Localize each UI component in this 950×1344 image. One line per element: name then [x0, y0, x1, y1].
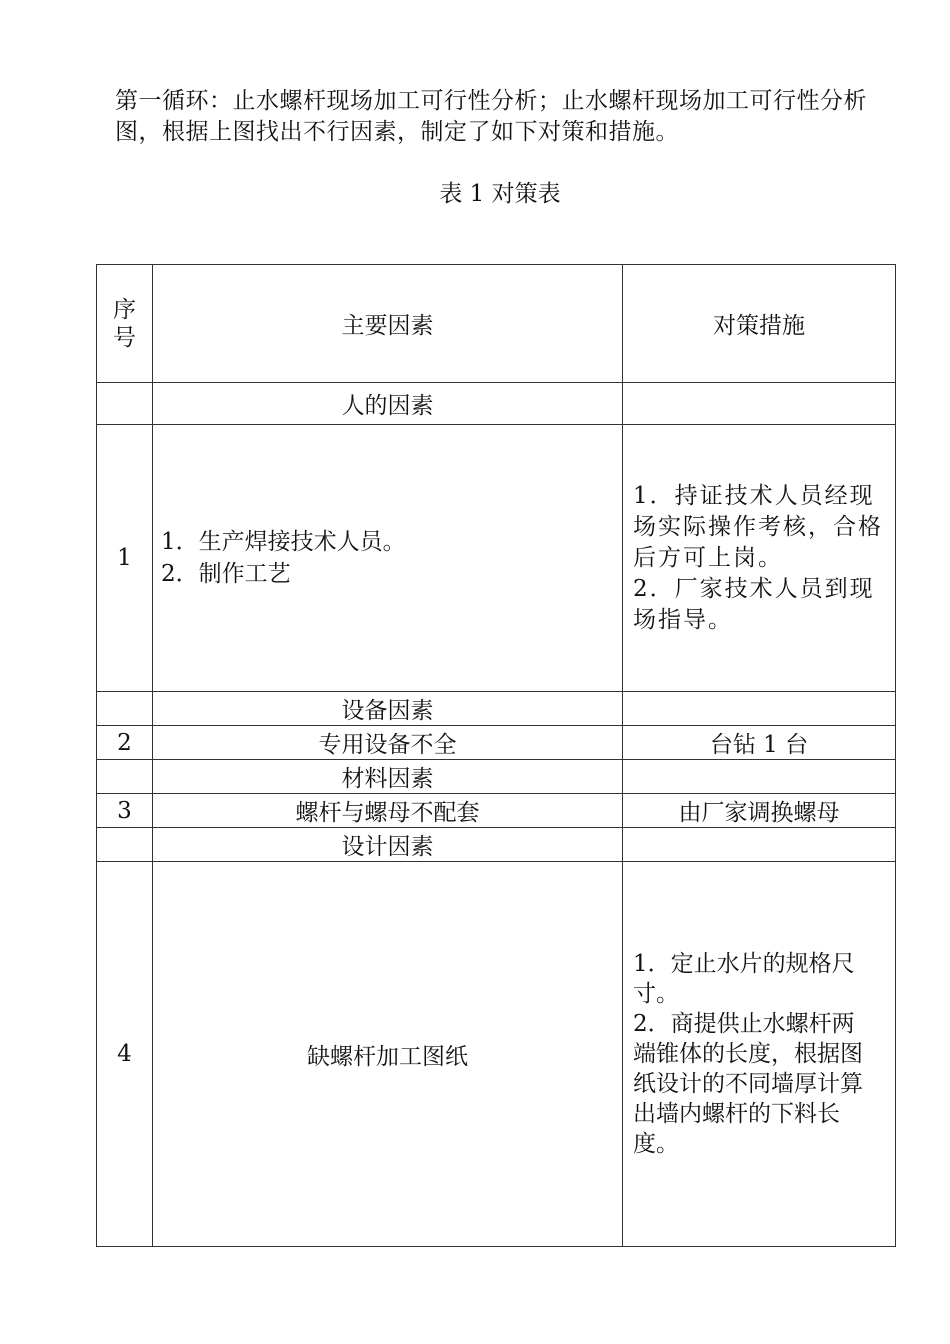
row-num: 3 — [97, 794, 153, 828]
measure-cell — [623, 425, 896, 692]
factor-cell: 缺螺杆加工图纸 — [153, 862, 623, 1247]
factor-line: 2．制作工艺 — [161, 561, 291, 587]
category-measure-cell — [623, 383, 896, 425]
table-header-row — [97, 265, 896, 383]
row-num: 2 — [97, 726, 153, 760]
category-num-cell — [97, 692, 153, 726]
factor-line: 1．生产焊接技术人员。 — [161, 529, 406, 555]
measure-cell: 台钻 1 台 — [623, 726, 896, 760]
measure-line: 1．定止水片的规格尺寸。 — [633, 951, 855, 1007]
table-row — [97, 425, 896, 692]
header-measure: 对策措施 — [623, 265, 896, 383]
factor-cell: 专用设备不全 — [153, 726, 623, 760]
category-label: 材料因素 — [153, 760, 623, 794]
category-num-cell — [97, 760, 153, 794]
table-row — [97, 692, 896, 726]
category-num-cell — [97, 383, 153, 425]
header-num-top: 序 — [113, 296, 136, 323]
category-label: 设备因素 — [153, 692, 623, 726]
table-caption: 表 1 对策表 — [439, 181, 561, 207]
category-measure-cell — [623, 828, 896, 862]
category-measure-cell — [623, 760, 896, 794]
header-num — [97, 265, 153, 383]
intro-paragraph: 第一循环：止水螺杆现场加工可行性分析；止水螺杆现场加工可行性分析图，根据上图找出不行因素，制定了如下对策和措施。 — [115, 88, 867, 145]
table-row — [97, 862, 896, 1247]
category-num-cell — [97, 828, 153, 862]
factor-cell: 螺杆与螺母不配套 — [153, 794, 623, 828]
header-factor: 主要因素 — [153, 265, 623, 383]
category-measure-cell — [623, 692, 896, 726]
measure-line: 2．商提供止水螺杆两端锥体的长度，根据图纸设计的不同墙厚计算出墙内螺杆的下料长度。 — [633, 1011, 863, 1157]
table-row — [97, 383, 896, 425]
measure-line: 2．厂家技术人员到现场指导。 — [633, 575, 875, 633]
factor-cell — [153, 425, 623, 692]
measure-cell: 由厂家调换螺母 — [623, 794, 896, 828]
row-num: 4 — [97, 862, 153, 1247]
header-num-bottom: 号 — [113, 324, 136, 351]
countermeasure-table — [96, 264, 896, 1247]
table-row — [97, 828, 896, 862]
measure-line: 1．持证技术人员经现场实际操作考核，合格后方可上岗。 — [633, 482, 883, 571]
table-row — [97, 726, 896, 760]
measure-cell — [623, 862, 896, 1247]
row-num: 1 — [97, 425, 153, 692]
category-label: 人的因素 — [153, 383, 623, 425]
table-row — [97, 794, 896, 828]
table-row — [97, 760, 896, 794]
category-label: 设计因素 — [153, 828, 623, 862]
